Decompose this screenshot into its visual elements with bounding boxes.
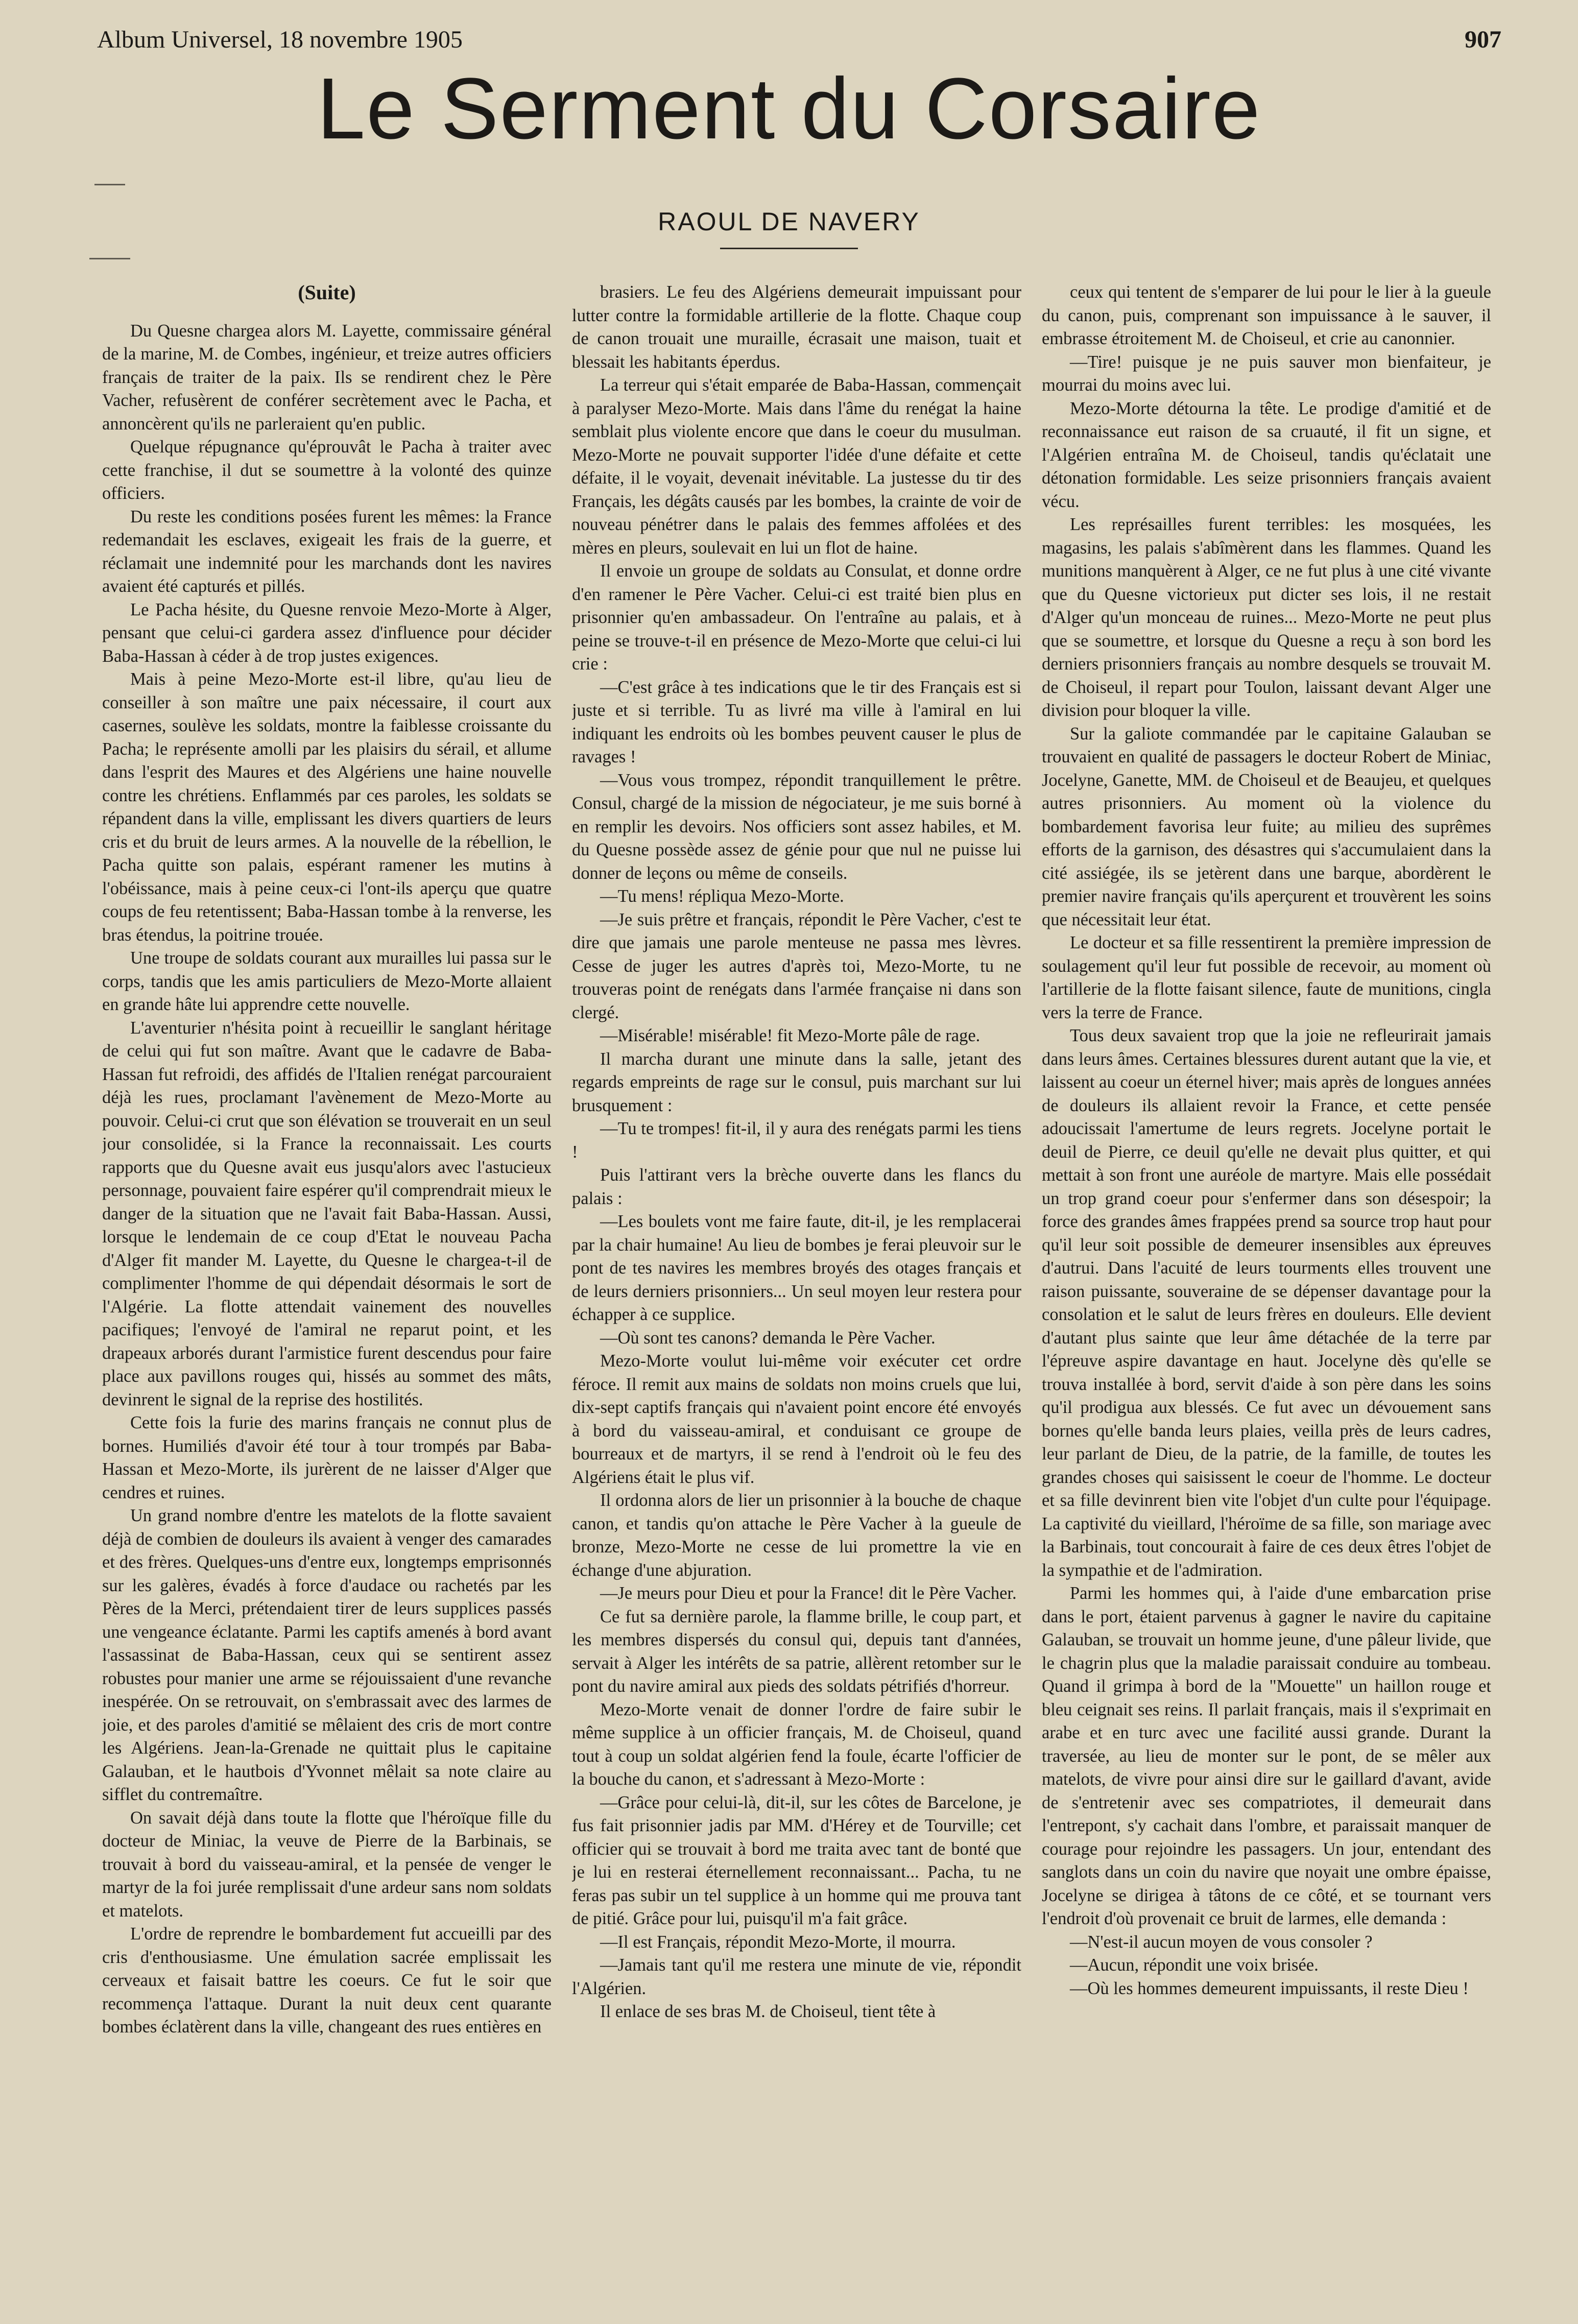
column-3-body	[1042, 281, 1491, 2000]
paragraph: Les représailles furent terribles: les mosquées, les magasins, les palais s'abîmèrent dans les flammes. Quand les munitions manquèrent à Alger, ce ne fut plus à une cité vivante que du Quesne victorieux put dicter ses lois, il ne restait d'Alger qu'un monceau de ruines... Mezo-Morte ne peut plus que se soumettre, et lorsque du Quesne a reçu à son bord les derniers prisonniers français au nombre desquels se trouvait M. de Choiseul, il repart pour Toulon, laissant devant Alger une division pour bloquer la ville.	[1042, 515, 1491, 720]
paragraph: brasiers. Le feu des Algériens demeurait impuissant pour lutter contre la formidable artillerie de la flotte. Chaque coup de canon trouait une muraille, écrasait une maison, tuait et blessait les habitants éperdus.	[572, 282, 1021, 372]
paragraph: —C'est grâce à tes indications que le tir des Français est si juste et si terrible. Tu as livré ma ville à l'amiral en lui indiquant les endroits où les bombes peuvent causer le plus de ravages !	[572, 677, 1021, 766]
paragraph: ceux qui tentent de s'emparer de lui pour le lier à la gueule du canon, puis, comprenant son impuissance à le sauver, il embrasse étroitement M. de Choiseul, et crie au canonnier.	[1042, 282, 1491, 348]
text-column-2	[572, 281, 1021, 2278]
publication-line: Album Universel, 18 novembre 1905	[97, 26, 463, 53]
paragraph: Puis l'attirant vers la brèche ouverte dans les flancs du palais :	[572, 1165, 1021, 1208]
paragraph: —Vous vous trompez, répondit tranquillement le prêtre. Consul, chargé de la mission de négociateur, je me suis borné à en remplir les devoirs. Nos officiers sont assez habiles, et M. du Quesne possède assez de génie pour que nul ne puisse lui donner de leçons ou même de conseils.	[572, 770, 1021, 883]
column-1-body	[102, 320, 552, 2039]
page-header	[97, 26, 1501, 61]
paragraph: Un grand nombre d'entre les matelots de la flotte savaient déjà de combien de douleurs ils avaient à venger des camarades et des frères. Quelques-uns d'entre eux, longtemps emprisonnés sur les galères, évadés à force d'audace ou rachetés par les Pères de la Merci, prétendaient tirer de leurs supplices passés une vengeance éclatante. Parmi les captifs amenés à bord avant l'assassinat de Baba-Hassan, ceux qui se sentirent assez robustes pour manier une arme se réjouissaient d'une revanche inespérée. On se retrouvait, on s'embrassait avec des larmes de joie, et des paroles d'amitié se mêlaient des cris de mort contre les Algériens. Jean-la-Grenade ne quittait plus le capitaine Galauban, et le hautbois d'Yvonnet mêlait sa note claire au sifflet du contremaître.	[102, 1506, 552, 1804]
paragraph: Il enlace de ses bras M. de Choiseul, tient tête à	[600, 2002, 936, 2021]
paragraph: Une troupe de soldats courant aux murailles lui passa sur le corps, tandis que les amis particuliers de Mezo-Morte allaient en grande hâte lui apprendre cette nouvelle.	[102, 948, 552, 1014]
continuation-label: (Suite)	[298, 281, 356, 304]
paragraph: Du Quesne chargea alors M. Layette, commissaire général de la marine, M. de Combes, ingénieur, et treize autres officiers français de traiter de la paix. Ils se rendirent chez le Père Vacher, refusèrent de conférer secrètement avec le Pacha, et annoncèrent qu'ils ne parleraient qu'en public.	[102, 321, 552, 434]
paragraph: Le Pacha hésite, du Quesne renvoie Mezo-Morte à Alger, pensant que celui-ci gardera assez d'influence pour décider Baba-Hassan à céder à de trop justes exigences.	[102, 600, 552, 666]
paragraph: Ce fut sa dernière parole, la flamme brille, le coup part, et les membres dispersés du consul qui, depuis tant d'années, servait à Alger les intérêts de sa patrie, allèrent retomber sur le pont du navire amiral aux pieds des soldats pétrifiés d'horreur.	[572, 1607, 1021, 1696]
paragraph: Cette fois la furie des marins français ne connut plus de bornes. Humiliés d'avoir été tour à tour trompés par Baba-Hassan et Mezo-Morte, ils jurèrent de ne laisser d'Alger que cendres et ruines.	[102, 1413, 552, 1502]
paragraph: Le docteur et sa fille ressentirent la première impression de soulagement qu'il leur fut possible de recevoir, au moment où l'artillerie de la flotte faisant silence, faute de munitions, cingla vers la terre de France.	[1042, 933, 1491, 1022]
paragraph: Sur la galiote commandée par le capitaine Galauban se trouvaient en qualité de passagers le docteur Robert de Miniac, Jocelyne, Ganette, MM. de Choiseul et de Beaujeu, et quelques autres prisonniers. Au moment où la violence du bombardement favorisa leur fuite; au milieu des suprêmes efforts de la garnison, des désastres qui s'accumulaient dans la cité assiégée, ils se jetèrent dans une barque, abordèrent le premier navire français qu'ils aperçurent et trouvèrent les soins que nécessitait leur état.	[1042, 724, 1491, 929]
paragraph: L'aventurier n'hésita point à recueillir le sanglant héritage de celui qui fut son maître. Avant que le cadavre de Baba-Hassan fut refroidi, des affidés de l'Italien renégat parcouraient déjà les rues, proclamant l'avènement de Mezo-Morte au pouvoir. Celui-ci crut que son élévation se trouverait en un seul jour consolidée, si la France la reconnaissait. Les courts rapports que du Quesne avait eus jusqu'alors avec l'astucieux personnage, pouvaient faire espérer qu'il comprendrait mieux le danger de la situation que ne l'avait fait Baba-Hassan. Aussi, lorsque le lendemain de ce coup d'Etat le nouveau Pacha d'Alger fit mander M. Layette, du Quesne le chargea-t-il de complimenter l'homme de qui dépendait désormais le sort de l'Algérie. La flotte attendait vainement des nouvelles pacifiques; l'envoyé de l'amiral ne reparut point, et les drapeaux arborés durant l'armistice furent descendus pour faire place aux pavillons rouges qui, hissés au sommet des mâts, devinrent le signal de la reprise des hostilités.	[102, 1018, 552, 1409]
paragraph: Il ordonna alors de lier un prisonnier à la bouche de chaque canon, et tandis qu'on attache le Père Vacher à la gueule de bronze, Mezo-Morte ne cesse de lui promettre la vie en échange d'une abjuration.	[572, 1491, 1021, 1580]
paragraph: —Tire! puisque je ne puis sauver mon bienfaiteur, je mourrai du moins avec lui.	[1042, 352, 1491, 395]
paragraph: —Où les hommes demeurent impuissants, il reste Dieu !	[1070, 1978, 1469, 1998]
paragraph: Parmi les hommes qui, à l'aide d'une embarcation prise dans le port, étaient parvenus à gagner le navire du capitaine Galauban, se trouvait un homme jeune, d'une pâleur livide, que le chagrin plus que la maladie paraissait conduire au tombeau. Quand il grimpa à bord de la "Mouette" un haillon rouge et bleu ceignait ses reins. Il parlait français, mais il s'exprimait en arabe et en turc avec une facilité aussi grande. Durant la traversée, au lieu de monter sur le pont, de se mêler aux matelots, de vivre pour ainsi dire sur le gaillard d'avant, avide de s'entretenir avec ses compatriotes, il demeurait dans l'entrepont, s'y cachait dans l'ombre, et paraissait manquer de courage pour rejoindre les passagers. Un jour, entendant des sanglots dans un coin du navire que noyait une ombre épaisse, Jocelyne se dirigea à tâtons de ce côté, et se tournant vers l'endroit d'où provenait ce bruit de larmes, elle demanda :	[1042, 1584, 1491, 1928]
paragraph: On savait déjà dans toute la flotte que l'héroïque fille du docteur de Miniac, la veuve de Pierre de la Barbinais, se trouvait à bord du vaisseau-amiral, et la pensée de venger le martyr de la foi jurée remplissait d'une ardeur sans nom soldats et matelots.	[102, 1808, 552, 1921]
paragraph: Il marcha durant une minute dans la salle, jetant des regards empreints de rage sur le consul, puis marchant sur lui brusquement :	[572, 1049, 1021, 1115]
page-number: 907	[1465, 26, 1501, 53]
text-column-1	[102, 281, 552, 2278]
paragraph: Du reste les conditions posées furent les mêmes: la France redemandait les esclaves, exigeait les frais de la guerre, et réclamait une indemnité pour les marchands dont les navires avaient été capturés et pillés.	[102, 507, 552, 596]
paragraph: Mezo-Morte voulut lui-même voir exécuter cet ordre féroce. Il remit aux mains de soldats non moins cruels que lui, dix-sept captifs français qui n'avaient point encore été envoyés à bord du vaisseau-amiral, et conduisant ce groupe de bourreaux et de martyrs, il se rend à l'endroit où le feu des Algériens était le plus vif.	[572, 1351, 1021, 1487]
paragraph: —Je meurs pour Dieu et pour la France! dit le Père Vacher.	[600, 1584, 1017, 1603]
title-divider	[720, 248, 858, 249]
paragraph: —Grâce pour celui-là, dit-il, sur les côtes de Barcelone, je fus fait prisonnier jadis par MM. d'Hérey et de Tourville; cet officier qui se trouvait à bord me traita avec tant de bonté que je lui en resterai éternellement reconnaissant... Pacha, tu ne feras pas subir un tel supplice à un homme qui me prouva tant de pitié. Grâce pour lui, puisqu'il m'a fait grâce.	[572, 1792, 1021, 1928]
text-column-3	[1042, 281, 1491, 2278]
paragraph: L'ordre de reprendre le bombardement fut accueilli par des cris d'enthousiasme. Une émulation sacrée emplissait les cerveaux et faisait battre les coeurs. Ce fut le soir que recommença l'attaque. Durant la nuit deux cent quarante bombes éclatèrent dans la ville, changeant des rues entières en	[102, 1924, 552, 2037]
article-author: RAOUL DE NAVERY	[658, 207, 920, 236]
paragraph: La terreur qui s'était emparée de Baba-Hassan, commençait à paralyser Mezo-Morte. Mais dans l'âme du renégat la haine semblait plus violente encore que dans le coeur du musulman. Mezo-Morte ne pouvait supporter l'idée d'une défaite et cette défaite, il le voyait, devenait inévitable. La justesse du tir des Français, les dégâts causés par les bombes, la crainte de voir de nouveau pénétrer dans le palais des femmes affolées et des mères en pleurs, soulevait en lui un flot de haine.	[572, 375, 1021, 558]
paragraph: Tous deux savaient trop que la joie ne refleurirait jamais dans leurs âmes. Certaines blessures durent autant que la vie, et laissent au coeur un éternel hiver; mais après de longues années de douleurs ils allaient revoir la France, et cette pensée adoucissait l'amertume de leurs regrets. Jocelyne portait le deuil de Pierre, ce deuil qu'elle ne devait plus quitter, et qui mettait à son front une auréole de martyre. Mais elle possédait un trop grand coeur pour s'enfermer dans son désespoir; la force des grandes âmes frappées prend sa source trop haut pour qu'il leur soit possible de demeurer insensibles aux épreuves d'autrui. Dans l'acuité de leurs tourments elles trouvent une raison puissante, souveraine de se dépenser davantage pour la consolation et le salut de leurs frères en douleurs. Elle devient d'autant plus sainte que leur âme détachée de la terre par l'épreuve aspire davantage en haut. Jocelyne dès qu'elle se trouva installée à bord, servit d'aide à son père dans les soins qu'il prodigua aux blessés. Ce fut avec un dévouement sans bornes qu'elle banda leurs plaies, veilla près de leurs cadres, leur parlant de Dieu, de la patrie, de la famille, de toutes les grandes choses qui saisissent le coeur de l'homme. Le docteur et sa fille devinrent bien vite l'objet d'un culte pour l'équipage. La captivité du vieillard, l'héroïme de sa fille, son mariage avec la Barbinais, tout concourait à faire de ces deux êtres l'objet de la sympathie et de l'admiration.	[1042, 1026, 1491, 1580]
paragraph: —Il est Français, répondit Mezo-Morte, il mourra.	[600, 1932, 956, 1952]
paragraph: —Aucun, répondit une voix brisée.	[1070, 1955, 1319, 1975]
paragraph: Il envoie un groupe de soldats au Consulat, et donne ordre d'en ramener le Père Vacher. Celui-ci est traité bien plus en prisonnier qu'en ambassadeur. On l'entraîne au palais, et à peine se trouve-t-il en présence de Mezo-Morte que celui-ci lui crie :	[572, 561, 1021, 674]
paragraph: —N'est-il aucun moyen de vous consoler ?	[1070, 1932, 1373, 1952]
paragraph: Quelque répugnance qu'éprouvât le Pacha à traiter avec cette franchise, il dut se soumettre à la volonté des quinze officiers.	[102, 437, 552, 503]
paragraph: —Tu te trompes! fit-il, il y aura des renégats parmi les tiens !	[572, 1119, 1021, 1162]
paragraph: —Jamais tant qu'il me restera une minute de vie, répondit l'Algérien.	[572, 1955, 1021, 1998]
paragraph: —Misérable! misérable! fit Mezo-Morte pâle de rage.	[600, 1026, 981, 1045]
paragraph: —Les boulets vont me faire faute, dit-il, je les remplacerai par la chair humaine! Au lieu de bombes je ferai pleuvoir sur le pont de tes navires les membres broyés des otages français et de leurs derniers prisonniers... Un seul moyen leur restera pour échapper à ce supplice.	[572, 1212, 1021, 1324]
margin-mark	[89, 258, 130, 259]
paragraph: —Tu mens! répliqua Mezo-Morte.	[600, 887, 844, 906]
paragraph: Mais à peine Mezo-Morte est-il libre, qu'au lieu de conseiller à son maître une paix nécessaire, il court aux casernes, soulève les soldats, montre la faiblesse croissante du Pacha; le représente amolli par les plaisirs du sérail, et allume dans l'esprit des Maures et des Algériens une haine nouvelle contre les chrétiens. Enflammés par ces paroles, les soldats se répandent dans la ville, emplissant les divers quartiers de leurs cris et du bruit de leurs armes. A la nouvelle de la rébellion, le Pacha quitte son palais, espérant ramener les mutins à l'obéissance, mais à peine ceux-ci l'ont-ils aperçu que quatre coups de feu retentissent; Baba-Hassan tombe à la renverse, les bras étendus, la poitrine trouée.	[102, 669, 552, 945]
paragraph: —Où sont tes canons? demanda le Père Vacher.	[600, 1328, 936, 1348]
column-2-body	[572, 281, 1021, 2024]
paragraph: Mezo-Morte venait de donner l'ordre de faire subir le même supplice à un officier français, M. de Choiseul, quand tout à coup un soldat algérien fend la foule, écarte l'officier de la bouche du canon, et s'adressant à Mezo-Morte :	[572, 1699, 1021, 1789]
article-title: Le Serment du Corsaire	[317, 60, 1261, 157]
margin-mark	[94, 184, 125, 185]
paragraph: Mezo-Morte détourna la tête. Le prodige d'amitié et de reconnaissance eut raison de sa cruauté, il fit un signe, et l'Algérien entraîna M. de Choiseul, tandis qu'éclatait une détonation formidable. Les seize prisonniers français avaient vécu.	[1042, 398, 1491, 511]
paragraph: —Je suis prêtre et français, répondit le Père Vacher, c'est te dire que jamais une parole menteuse ne passa mes lèvres. Cesse de juger les autres d'après toi, Mezo-Morte, tu ne trouveras point de renégats dans l'armée française ni dans son clergé.	[572, 909, 1021, 1022]
